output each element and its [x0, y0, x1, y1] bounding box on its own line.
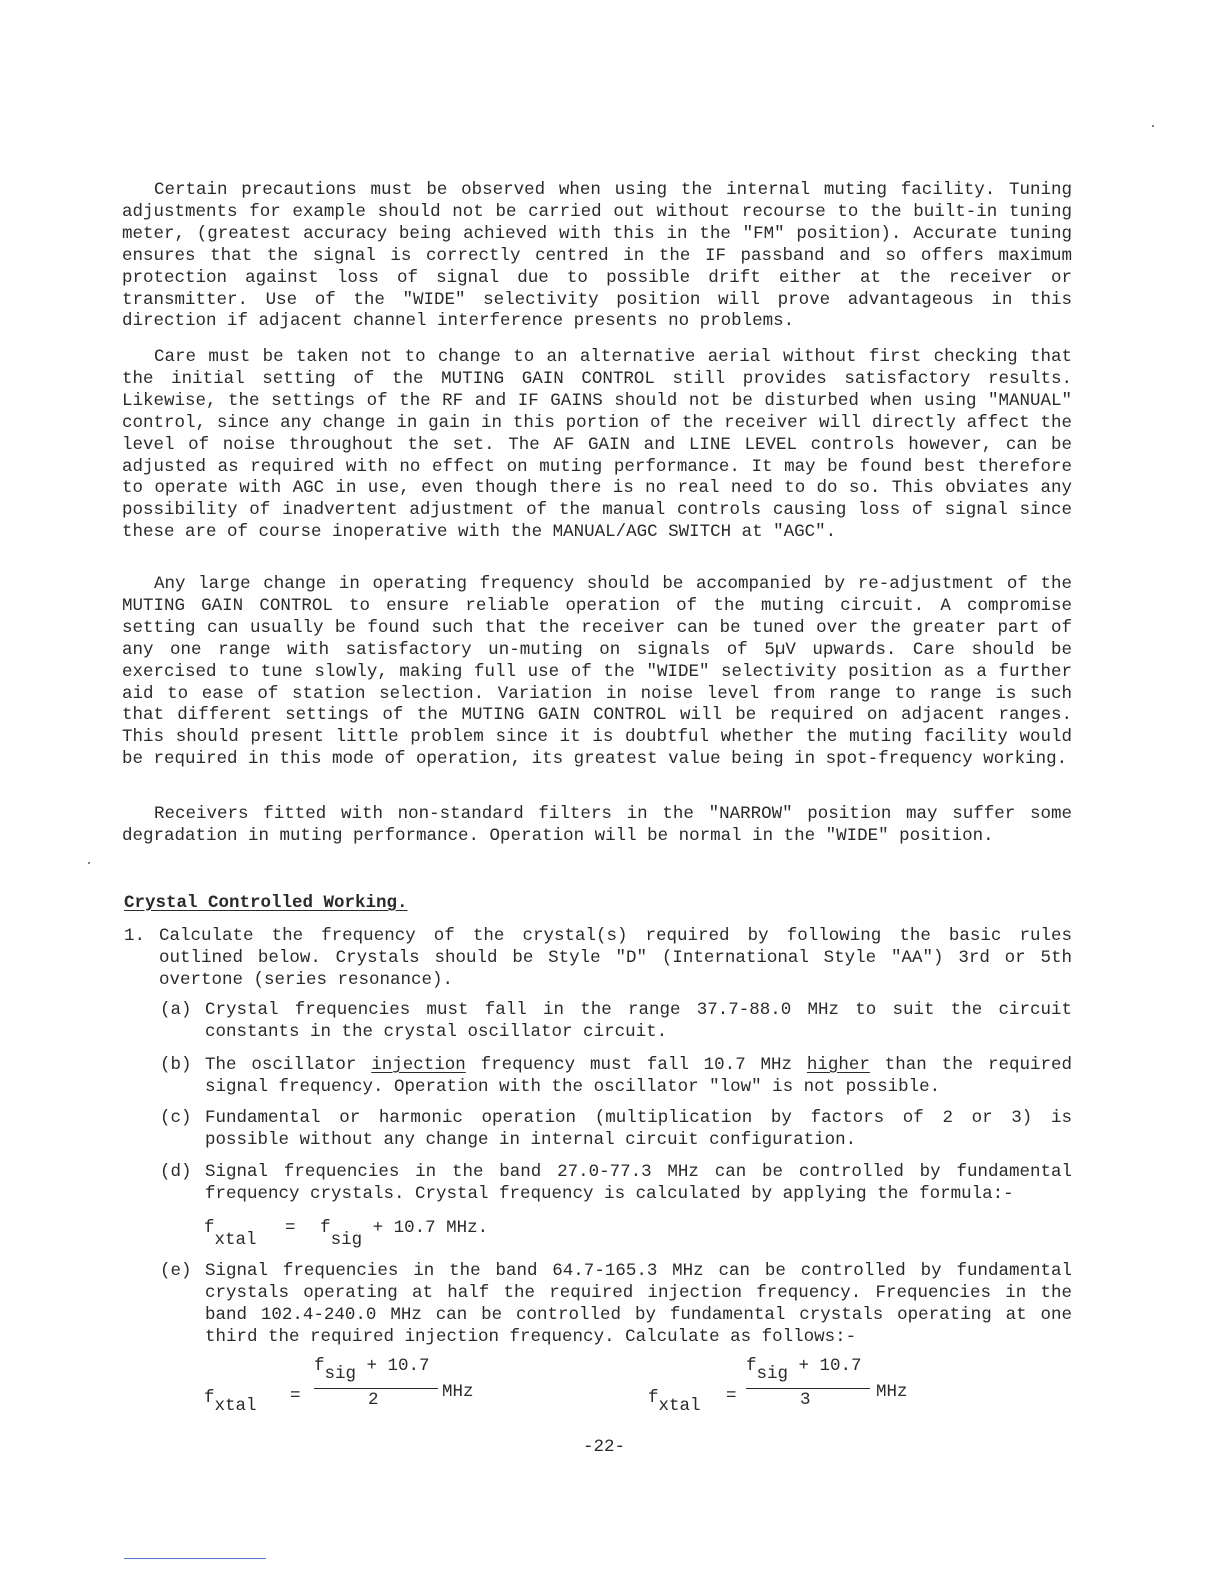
list-number: 1.	[124, 926, 146, 946]
emphasis-injection: injection	[371, 1055, 466, 1075]
sub-item-text: Signal frequencies in the band 64.7-165.3 MHz can be controlled by fundamental crystals operating at half the required injection frequency. Frequencies in the band 102.4-240.0 MHz can be controlled by fundamental crystals operating at one third the required injection frequency. Calculate as follows:-	[205, 1261, 1072, 1347]
section-heading: Crystal Controlled Working.	[124, 893, 408, 913]
footnote-rule	[124, 1558, 266, 1559]
sub-item-text: The oscillator injection frequency must fall 10.7 MHz higher than the required signal frequency. Operation with the oscillator "low" is not possible.	[205, 1055, 1073, 1097]
stray-mark	[88, 862, 90, 864]
fraction-bar	[314, 1388, 438, 1389]
sub-item-e	[160, 1261, 1072, 1349]
paragraph-aerial-change: Care must be taken not to change to an alternative aerial without first checking that the initial setting of the MUTING GAIN CONTROL still provides satisfactory results. Likewise, the settings of the RF and IF GAINS should not be disturbed when using "MANUAL" control, since any change in gain in this portion of the receiver will directly affect the level of noise throughout the set. The AF GAIN and LINE LEVEL controls however, can be adjusted as required with no effect on muting performance. It may be found best therefore to operate with AGC in use, even though there is no real need to do so. This obviates any possibility of inadvertent adjustment of the manual controls causing loss of signal since these are of course inoperative with the MANUAL/AGC SWITCH at "AGC".	[122, 347, 1072, 543]
sub-item-c	[160, 1108, 1072, 1152]
sub-item-label: (c)	[160, 1108, 192, 1128]
paragraph-narrow-filters: Receivers fitted with non-standard filters in the "NARROW" position may suffer some degradation in muting performance. Operation will be normal in the "WIDE" position.	[122, 804, 1072, 846]
paragraph-muting-precautions: Certain precautions must be observed when using the internal muting facility. Tuning adjustments for example should not be carried out without recourse to the built-in tuning meter, (greatest accuracy being achieved with this in the "FM" position). Accurate tuning ensures that the signal is correctly centred in the IF passband and so offers maximum protection against loss of signal due to possible drift either at the receiver or transmitter. Use of the "WIDE" selectivity position will prove advantageous in this direction if adjacent channel interference presents no problems.	[122, 180, 1072, 332]
list-item-text: Calculate the frequency of the crystal(s) required by following the basic rules outlined below. Crystals should be Style "D" (International Style "AA") 3rd or 5th overtone (series resonance).	[159, 926, 1072, 990]
stray-mark	[1152, 125, 1154, 127]
sub-item-label: (e)	[160, 1261, 192, 1281]
list-item-1	[124, 926, 1072, 992]
fraction-bar	[746, 1388, 870, 1389]
sub-item-label: (a)	[160, 1000, 192, 1020]
formula-fundamental: fxtal = fsig + 10.7 MHz.	[204, 1218, 489, 1250]
sub-item-label: (d)	[160, 1162, 192, 1182]
paragraph-frequency-change: Any large change in operating frequency should be accompanied by re-adjustment of the MUTING GAIN CONTROL to ensure reliable operation of the muting circuit. A compromise setting can usually be found such that the receiver can be tuned over the greater part of any one range with satisfactory un-muting on signals of 5µV upwards. Care should be exercised to tune slowly, making full use of the "WIDE" selectivity position as a further aid to ease of station selection. Variation in noise level from range to range is such that different settings of the MUTING GAIN CONTROL will be required on adjacent ranges. This should present little problem since it is doubtful whether the muting facility would be required in this mode of operation, its greatest value being in spot-frequency working.	[122, 574, 1072, 770]
sub-item-b	[160, 1055, 1072, 1099]
emphasis-higher: higher	[806, 1055, 870, 1075]
sub-item-text: Fundamental or harmonic operation (multiplication by factors of 2 or 3) is possible without any change in internal circuit configuration.	[205, 1108, 1072, 1150]
page-number: -22-	[583, 1437, 626, 1457]
sub-item-d	[160, 1162, 1072, 1206]
sub-item-text: Signal frequencies in the band 27.0-77.3 MHz can be controlled by fundamental frequency crystals. Crystal frequency is calculated by applying the formula:-	[205, 1162, 1072, 1204]
formula-third-injection: fxtal = fsig + 10.7 3 MHz	[648, 1356, 908, 1416]
sub-item-text: Crystal frequencies must fall in the range 37.7-88.0 MHz to suit the circuit constants in the crystal oscillator circuit.	[205, 1000, 1072, 1042]
sub-item-a	[160, 1000, 1072, 1044]
sub-item-label: (b)	[160, 1055, 192, 1075]
formula-half-injection: fxtal = fsig + 10.7 2 MHz	[204, 1356, 474, 1416]
